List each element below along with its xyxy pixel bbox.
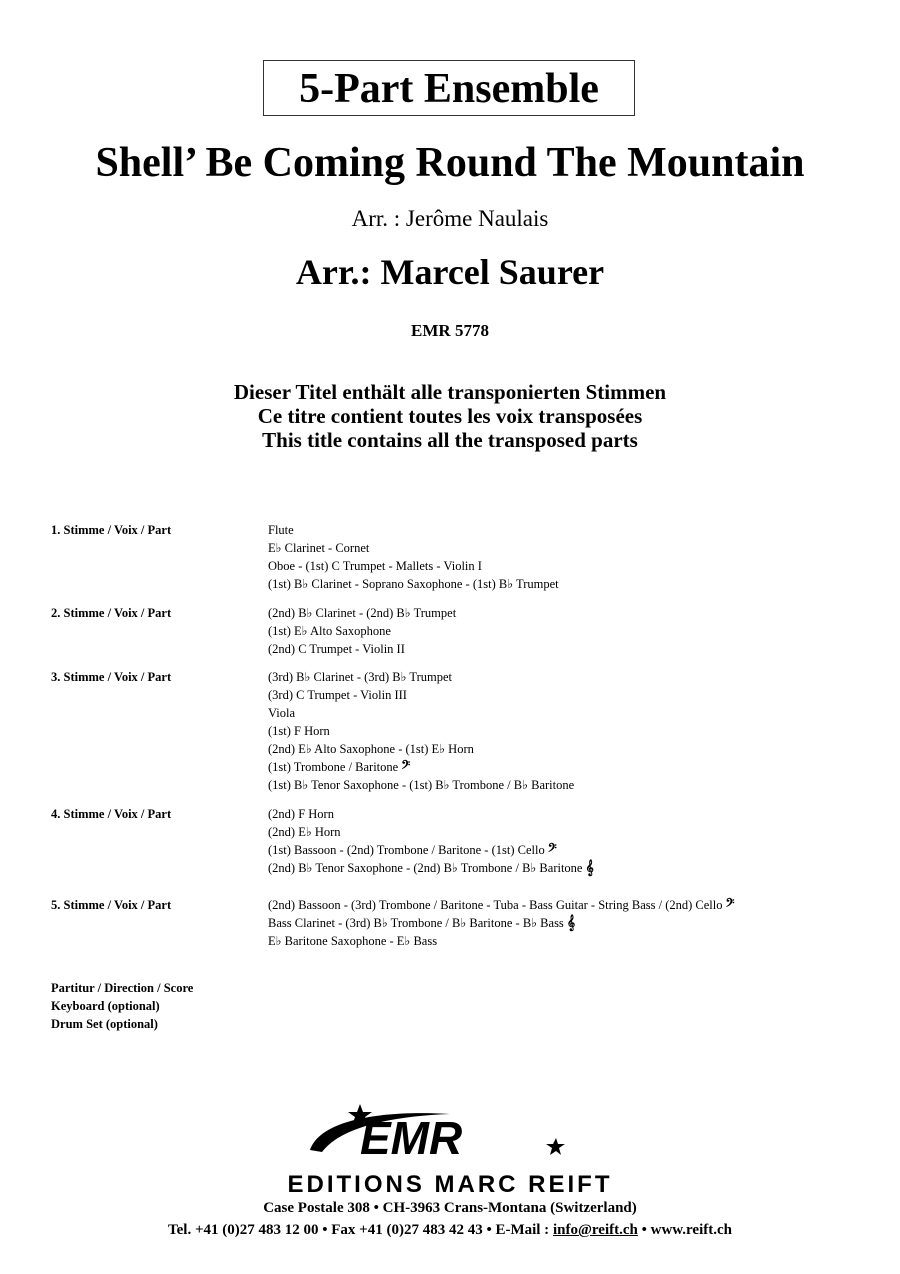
publisher-name: EDITIONS MARC REIFT <box>287 1171 613 1198</box>
instrument-line: Bass Clarinet - (3rd) B♭ Trombone / B♭ Baritone - B♭ Bass 𝄞 <box>268 916 576 931</box>
treble-clef-icon: 𝄞 <box>585 861 594 876</box>
bass-clef-icon: 𝄢 <box>725 898 735 913</box>
description-german: Dieser Titel enthält alle transponierten Stimmen <box>233 380 667 404</box>
description-english: This title contains all the transposed parts <box>262 428 638 452</box>
arranger-ensemble: Arr.: Marcel Saurer <box>295 252 605 292</box>
part-1-instruments <box>268 521 559 593</box>
instrument-line: (1st) B♭ Tenor Saxophone - (1st) B♭ Trombone / B♭ Baritone <box>268 778 575 792</box>
instrument-line: Oboe - (1st) C Trumpet - Mallets - Violin I <box>268 559 482 573</box>
email-link[interactable]: info@reift.ch <box>552 1222 638 1238</box>
instrument-line: (2nd) B♭ Tenor Saxophone - (2nd) B♭ Trombone / B♭ Baritone 𝄞 <box>268 861 594 876</box>
arranger-original: Arr. : Jerôme Naulais <box>351 206 549 231</box>
part-2-label: 2. Stimme / Voix / Part <box>51 606 172 620</box>
instrument-line: (3rd) C Trumpet - Violin III <box>268 688 407 702</box>
bass-clef-icon: 𝄢 <box>401 760 411 775</box>
instrument-line: (1st) Trombone / Baritone 𝄢 <box>268 760 411 775</box>
logo-text: EMR <box>360 1112 463 1164</box>
publisher-address: Case Postale 308 • CH-3963 Crans-Montana (Switzerland) <box>263 1200 637 1216</box>
description-block <box>0 380 900 452</box>
extra-keyboard: Keyboard (optional) <box>51 999 160 1013</box>
part-3-label: 3. Stimme / Voix / Part <box>51 670 172 684</box>
instrument-line: (1st) E♭ Alto Saxophone <box>268 624 391 638</box>
part-3-instruments <box>268 668 574 794</box>
instrument-line: (2nd) Bassoon - (3rd) Trombone / Baritone - Tuba - Bass Guitar - String Bass / (2nd) Cello 𝄢 <box>268 898 735 913</box>
instrument-line: (2nd) F Horn <box>268 807 334 821</box>
instrument-line: Flute <box>268 523 294 537</box>
instrument-line: (1st) B♭ Clarinet - Soprano Saxophone - (1st) B♭ Trumpet <box>268 577 559 591</box>
instrument-line: (2nd) B♭ Clarinet - (2nd) B♭ Trumpet <box>268 606 457 620</box>
instrument-line: (3rd) B♭ Clarinet - (3rd) B♭ Trumpet <box>268 670 452 684</box>
instrument-line: (1st) F Horn <box>268 724 330 738</box>
part-2-instruments <box>268 604 456 658</box>
ensemble-title: 5-Part Ensemble <box>263 60 635 116</box>
treble-clef-icon: 𝄞 <box>566 916 576 931</box>
bass-clef-icon: 𝄢 <box>547 843 557 858</box>
instrument-line: E♭ Clarinet - Cornet <box>268 541 370 555</box>
part-4-instruments <box>268 805 594 877</box>
catalog-number: EMR 5778 <box>411 321 489 340</box>
instrument-line: E♭ Baritone Saxophone - E♭ Bass <box>268 934 438 948</box>
emr-logo <box>300 1102 600 1172</box>
part-1-label: 1. Stimme / Voix / Part <box>51 523 172 537</box>
publisher-contact: Tel. +41 (0)27 483 12 00 • Fax +41 (0)27 483 42 43 • E-Mail : info@reift.ch • www.reift.ch <box>168 1222 732 1238</box>
extra-drums: Drum Set (optional) <box>51 1017 158 1031</box>
instrument-line: (1st) Bassoon - (2nd) Trombone / Baritone - (1st) Cello 𝄢 <box>268 843 557 858</box>
piece-title: Shell’ Be Coming Round The Mountain <box>95 140 805 186</box>
star-icon <box>546 1138 565 1155</box>
extras-list <box>51 979 193 1033</box>
instrument-line: (2nd) E♭ Alto Saxophone - (1st) E♭ Horn <box>268 742 474 756</box>
instrument-line: (2nd) C Trumpet - Violin II <box>268 642 405 656</box>
instrument-line: Viola <box>268 706 296 720</box>
part-5-instruments <box>268 896 735 950</box>
part-5-label: 5. Stimme / Voix / Part <box>51 898 172 912</box>
part-4-label: 4. Stimme / Voix / Part <box>51 807 172 821</box>
instrument-line: (2nd) E♭ Horn <box>268 825 341 839</box>
extra-score: Partitur / Direction / Score <box>51 981 194 995</box>
description-french: Ce titre contient toutes les voix transposées <box>257 404 643 428</box>
